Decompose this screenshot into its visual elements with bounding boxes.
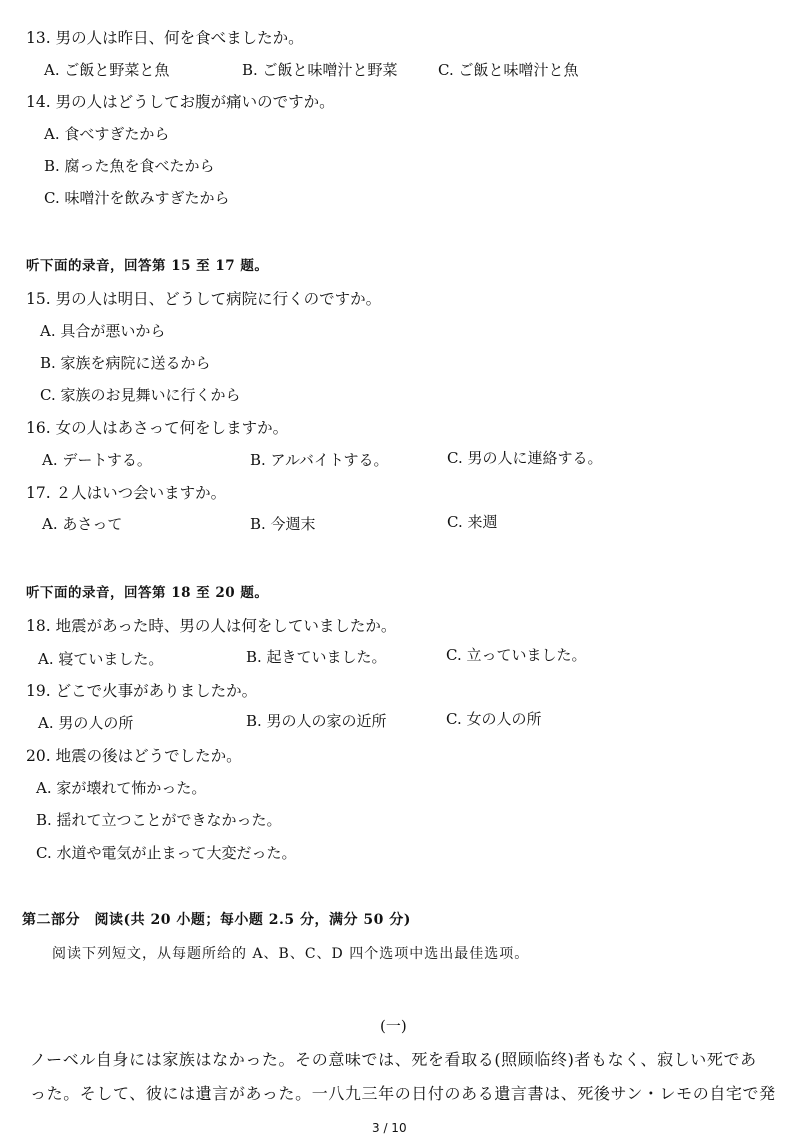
q13-option-a: A. ご飯と野菜と魚 xyxy=(44,61,170,79)
question-19: 19. どこで火事がありましたか。 xyxy=(26,682,258,700)
q16-option-c: C. 男の人に連絡する。 xyxy=(447,449,603,467)
passage-line-2: った。そして、彼には遺言があった。一八九三年の日付のある遺言書は、死後サン・レモの自宅で発 xyxy=(30,1084,776,1103)
q13-option-c: C. ご飯と味噌汁と魚 xyxy=(438,61,579,79)
q20-option-b: B. 揺れて立つことができなかった。 xyxy=(36,811,282,829)
listening-header-18-20: 听下面的录音，回答第 18 至 20 题。 xyxy=(26,585,269,601)
q20-option-c: C. 水道や電気が止まって大変だった。 xyxy=(36,844,297,862)
q18-option-a: A. 寝ていました。 xyxy=(38,650,164,668)
q19-option-b: B. 男の人の家の近所 xyxy=(246,712,387,730)
q15-option-c: C. 家族のお見舞いに行くから xyxy=(40,386,241,404)
q16-option-b: B. アルバイトする。 xyxy=(250,451,389,469)
q19-option-c: C. 女の人の所 xyxy=(446,710,542,728)
q18-option-b: B. 起きていました。 xyxy=(246,648,387,666)
q16-option-a: A. デートする。 xyxy=(42,451,152,469)
question-13: 13. 男の人は昨日、何を食べましたか。 xyxy=(26,29,304,47)
question-15: 15. 男の人は明日、どうして病院に行くのですか。 xyxy=(26,290,382,308)
section-2-title: 第二部分 阅读(共 20 小题；每小题 2.5 分，满分 50 分) xyxy=(22,912,411,928)
question-18: 18. 地震があった時、男の人は何をしていましたか。 xyxy=(26,617,397,635)
q17-option-b: B. 今週末 xyxy=(250,515,316,533)
q18-option-c: C. 立っていました。 xyxy=(446,646,587,664)
page-number: 3 / 10 xyxy=(372,1121,407,1135)
q14-option-c: C. 味噌汁を飲みすぎたから xyxy=(44,189,230,207)
passage-line-1: ノーベル自身には家族はなかった。その意味では、死を看取る(照顾临终)者もなく、寂しい死であ xyxy=(30,1050,757,1069)
q15-option-b: B. 家族を病院に送るから xyxy=(40,354,211,372)
passage-number: (一) xyxy=(380,1017,407,1035)
section-2-instruction: 阅读下列短文，从每题所给的 A、B、C、D 四个选项中选出最佳选项。 xyxy=(52,946,530,962)
q13-option-b: B. ご飯と味噌汁と野菜 xyxy=(242,61,398,79)
q19-option-a: A. 男の人の所 xyxy=(38,714,134,732)
q14-option-a: A. 食べすぎたから xyxy=(44,125,170,143)
question-16: 16. 女の人はあさって何をしますか。 xyxy=(26,419,289,437)
question-20: 20. 地震の後はどうでしたか。 xyxy=(26,747,242,765)
q14-option-b: B. 腐った魚を食べたから xyxy=(44,157,215,175)
listening-header-15-17: 听下面的录音，回答第 15 至 17 题。 xyxy=(26,258,269,274)
q17-option-a: A. あさって xyxy=(42,515,123,533)
question-14: 14. 男の人はどうしてお腹が痛いのですか。 xyxy=(26,93,335,111)
q17-option-c: C. 来週 xyxy=(447,513,498,531)
question-17: 17. ２人はいつ会いますか。 xyxy=(26,484,227,502)
q15-option-a: A. 具合が悪いから xyxy=(40,322,166,340)
q20-option-a: A. 家が壊れて怖かった。 xyxy=(36,779,207,797)
